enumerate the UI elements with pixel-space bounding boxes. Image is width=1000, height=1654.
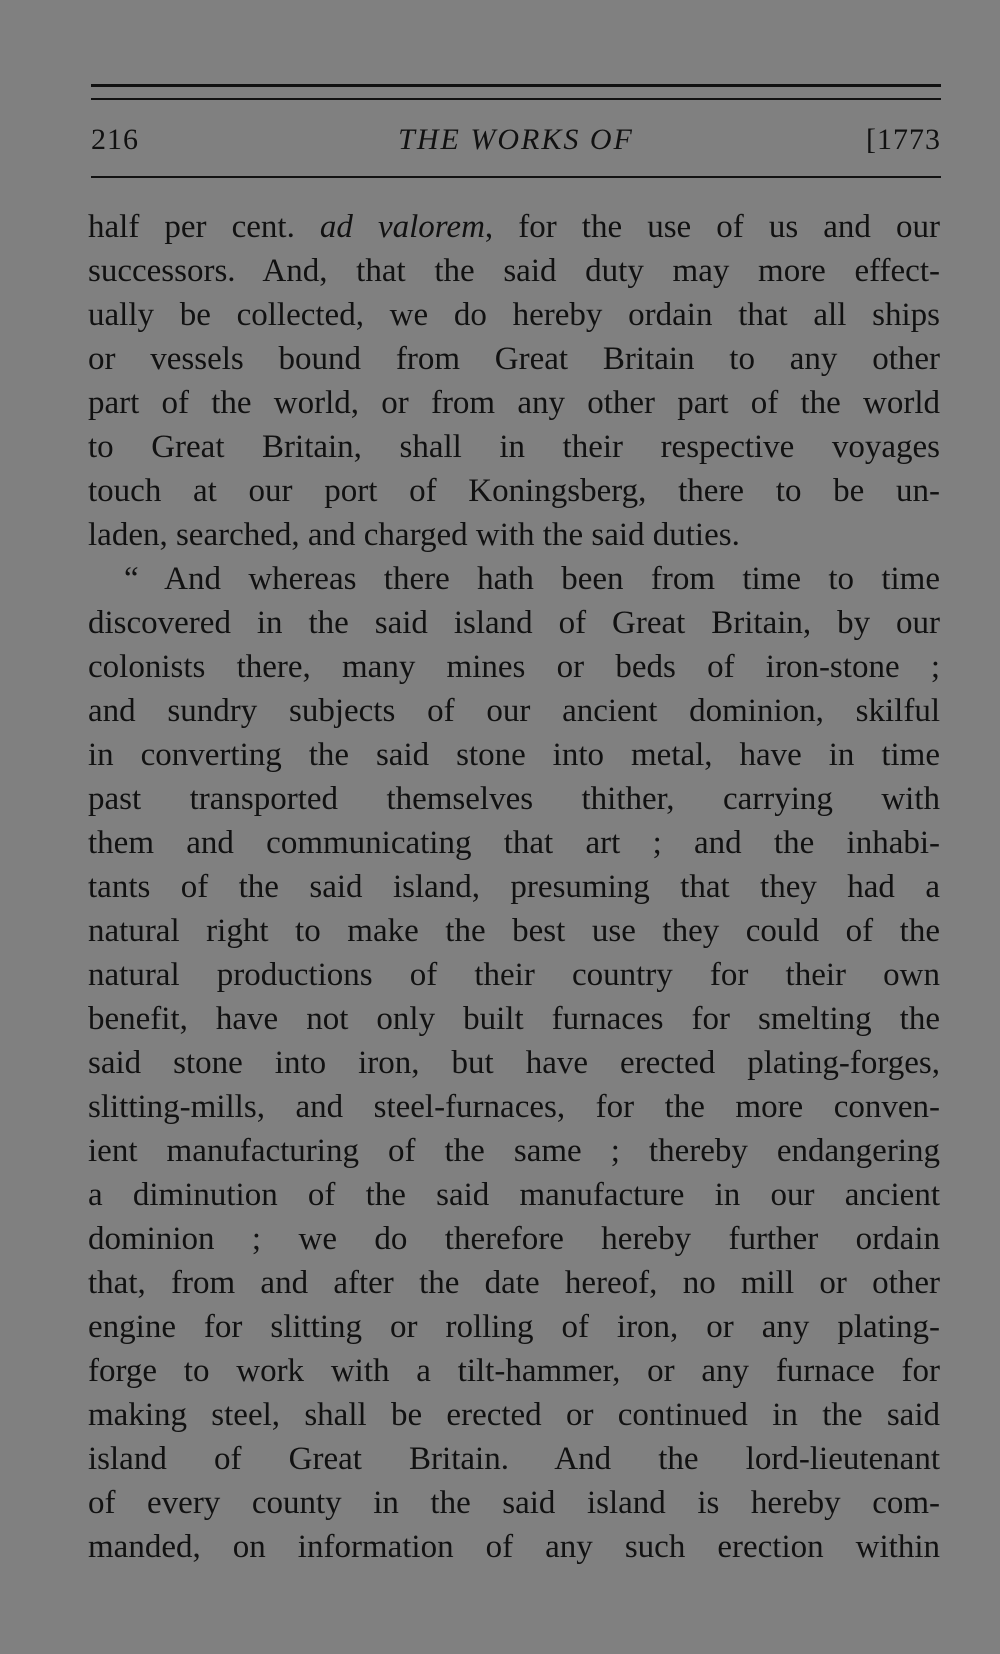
- text-line: touch at our port of Koningsberg, there to be un-: [88, 473, 940, 509]
- text-line: natural productions of their country for their own: [88, 957, 940, 993]
- text-line: ient manufacturing of the same ; thereby endangering: [88, 1133, 940, 1169]
- body-text: [88, 205, 940, 1569]
- text-line: benefit, have not only built furnaces for smelting the: [88, 1001, 940, 1037]
- paragraph-start-line: “ And whereas there hath been from time to time: [124, 561, 940, 597]
- text-line: laden, searched, and charged with the said duties.: [88, 517, 740, 553]
- top-rule-thick: [91, 84, 941, 87]
- italic-phrase: ad valorem: [319, 209, 485, 245]
- text-line: natural right to make the best use they could of the: [88, 913, 940, 949]
- text-line: ually be collected, we do hereby ordain that all ships: [88, 297, 940, 333]
- text-line: them and communicating that art ; and the inhabi-: [88, 825, 940, 861]
- text-line: that, from and after the date hereof, no mill or other: [88, 1265, 940, 1301]
- header-year: [1773: [866, 123, 941, 156]
- text-line: island of Great Britain. And the lord-lieutenant: [88, 1441, 940, 1477]
- text-line: colonists there, many mines or beds of iron-stone ;: [88, 649, 940, 685]
- text-line: in converting the said stone into metal, have in time: [88, 737, 940, 773]
- text-line: discovered in the said island of Great Britain, by our: [88, 605, 940, 641]
- text-line: [88, 205, 940, 249]
- text-line: tants of the said island, presuming that they had a: [88, 869, 940, 905]
- text-line: making steel, shall be erected or continued in the said: [88, 1397, 940, 1433]
- text-line: part of the world, or from any other part of the world: [88, 385, 940, 421]
- text-line: to Great Britain, shall in their respective voyages: [88, 429, 940, 465]
- text-line: a diminution of the said manufacture in our ancient: [88, 1177, 940, 1213]
- text-line: engine for slitting or rolling of iron, or any plating-: [88, 1309, 940, 1345]
- text-line: past transported themselves thither, carrying with: [88, 781, 940, 817]
- text-line: successors. And, that the said duty may more effect-: [88, 253, 940, 289]
- text-line: forge to work with a tilt-hammer, or any furnace for: [88, 1353, 940, 1389]
- page-number: 216: [91, 123, 139, 156]
- running-title: THE WORKS OF: [398, 123, 634, 156]
- text-segment: half per cent.: [88, 209, 320, 245]
- text-line: or vessels bound from Great Britain to any other: [88, 341, 940, 377]
- header-bottom-rule: [91, 176, 941, 178]
- text-line: slitting-mills, and steel-furnaces, for the more conven-: [88, 1089, 940, 1125]
- text-line: manded, on information of any such erection within: [88, 1529, 940, 1565]
- text-segment: , for the use of us and our: [484, 209, 940, 245]
- text-line: dominion ; we do therefore hereby further ordain: [88, 1221, 940, 1257]
- top-rule-thin: [91, 98, 941, 100]
- text-line: and sundry subjects of our ancient dominion, skilful: [88, 693, 940, 729]
- text-line: of every county in the said island is hereby com-: [88, 1485, 940, 1521]
- text-line: said stone into iron, but have erected plating-forges,: [88, 1045, 940, 1081]
- running-header: [91, 120, 941, 160]
